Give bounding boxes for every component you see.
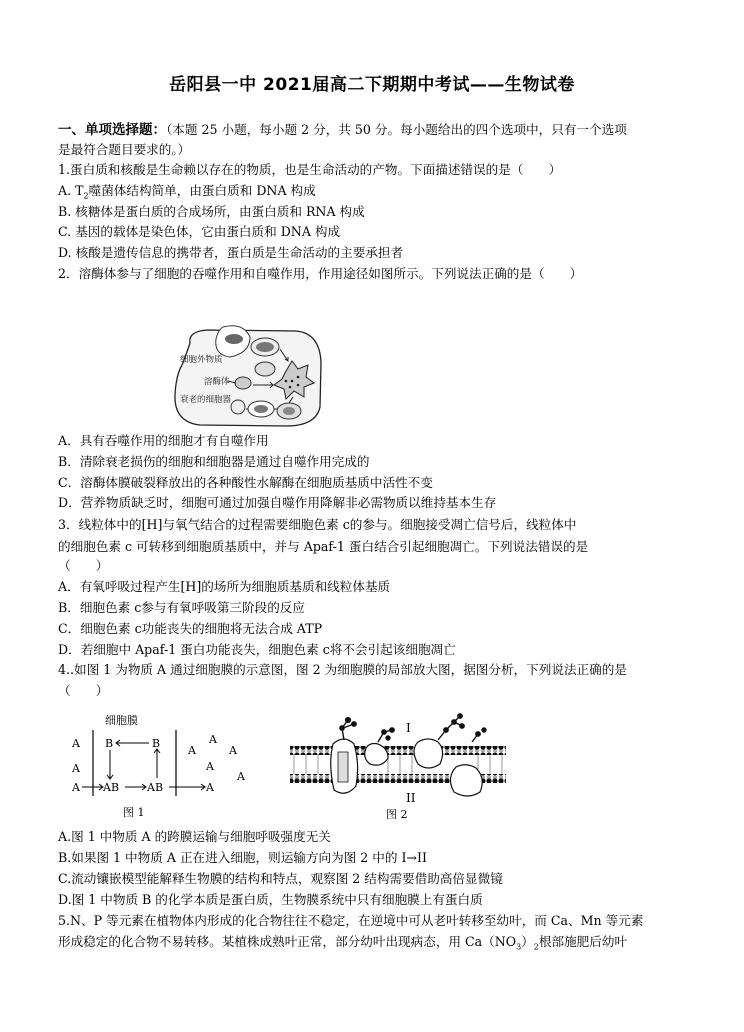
svg-text:A: A (188, 744, 196, 757)
q1-option-c: C. 基因的载体是染色体，它由蛋白质和 DNA 构成 (58, 224, 341, 239)
q3-option-b: B．细胞色素 c参与有氧呼吸第三阶段的反应 (58, 600, 305, 615)
q4-option-b: B.如果图 1 中物质 A 正在进入细胞，则运输方向为图 2 中的 I→II (58, 850, 427, 865)
q3-stem-3: （ ） (58, 558, 109, 573)
svg-text:AB: AB (147, 781, 164, 794)
q4-option-c: C.流动镶嵌模型能解释生物膜的结构和特点，观察图 2 结构需要借助高倍显微镜 (58, 871, 503, 886)
q3-stem-2: 的细胞色素 c 可转移到细胞质基质中，并与 Apaf-1 蛋白结合引起细胞凋亡。下列说法错误的是 (58, 539, 589, 554)
q2-option-a: A．具有吞噬作用的细胞才有自噬作用 (58, 433, 269, 448)
q1-option-b: B. 核糖体是蛋白质的合成场所，由蛋白质和 RNA 构成 (58, 204, 365, 219)
q4-option-a: A.图 1 中物质 A 的跨膜运输与细胞呼吸强度无关 (58, 829, 331, 844)
svg-text:A: A (72, 737, 80, 750)
fig2-side-II: II (406, 791, 416, 805)
q3-option-d: D．若细胞中 Apaf-1 蛋白功能丧失，细胞色素 c将不会引起该细胞凋亡 (58, 642, 456, 657)
svg-text:A: A (237, 770, 245, 783)
q4-stem-2: （ ） (58, 683, 109, 698)
q5-stem-1: 5.N、P 等元素在植物体内形成的化合物往往不稳定，在逆境中可从老叶转移至幼叶，而 Ca、Mn 等元素 (58, 913, 644, 928)
fig1-caption: 图 1 (123, 806, 145, 819)
fig-label-lysosome: 溶酶体 (204, 377, 230, 387)
membrane-transport-figure-1 (65, 710, 270, 822)
fig2-side-I: I (406, 721, 411, 735)
section-instructions: （本题 25 小题，每小题 2 分，共 50 分。每小题给出的四个选项中，只有一个选项 (166, 122, 627, 137)
section-heading: 一、单项选择题： (58, 122, 166, 138)
section-heading-line (58, 120, 698, 140)
svg-text:B: B (105, 737, 114, 750)
svg-text:AB: AB (103, 781, 120, 794)
fig2-caption: 图 2 (386, 808, 408, 821)
svg-text:A: A (72, 781, 80, 794)
section-instructions-cont: 是最符合题目要求的。） (58, 142, 191, 157)
q5-stem-2: 形成稳定的化合物不易转移。某植株成熟叶正常，部分幼叶出现病态，用 $Ca(NO_3)_2$根部施肥后幼叶 (58, 934, 628, 952)
q2-stem: 2．溶酶体参与了细胞的吞噬作用和自噬作用，作用途径如图所示。下列说法正确的是（ ） (58, 266, 583, 281)
q2-option-b: B．清除衰老损伤的细胞和细胞器是通过自噬作用完成的 (58, 454, 370, 469)
q3-option-a: A．有氧呼吸过程产生[H]的场所为细胞质基质和线粒体基质 (58, 579, 391, 594)
svg-text:A: A (229, 744, 237, 757)
q1-stem: 1.蛋白质和核酸是生命赖以存在的物质，也是生命活动的产物。下面描述错误的是（ ） (58, 162, 562, 177)
fig-label-aging-organelle: 衰老的细胞器 (180, 395, 232, 405)
membrane-structure-figure-2 (288, 712, 513, 822)
q3-option-c: C．细胞色素 c功能丧失的细胞将无法合成 ATP (58, 621, 323, 636)
q4-stem-1: 4..如图 1 为物质 A 通过细胞膜的示意图，图 2 为细胞膜的局部放大图，据图分析，下列说法正确的是 (58, 662, 627, 677)
svg-text:B: B (152, 737, 161, 750)
svg-text:A: A (206, 781, 214, 794)
exam-title: 岳阳县一中 2021届高二下期期中考试——生物试卷 (169, 75, 575, 95)
q4-option-d: D.图 1 中物质 B 的化学本质是蛋白质，生物膜系统中只有细胞膜上有蛋白质 (58, 892, 483, 907)
fig-label-extracellular: 细胞外物质 (180, 355, 223, 365)
q2-option-d: D．营养物质缺乏时，细胞可通过加强自噬作用降解非必需物质以维持基本生存 (58, 495, 497, 510)
fig1-title: 细胞膜 (105, 714, 138, 727)
q2-option-c: C．溶酶体膜破裂释放出的各种酸性水解酶在细胞质基质中活性不变 (58, 475, 433, 490)
q1-option-d: D. 核酸是遗传信息的携带者，蛋白质是生命活动的主要承担者 (58, 245, 404, 260)
lysosome-figure (168, 325, 328, 430)
svg-text:A: A (206, 760, 214, 773)
svg-text:A: A (72, 762, 80, 775)
q3-stem-1: 3．线粒体中的[H]与氧气结合的过程需要细胞色素 c的参与。细胞接受凋亡信号后，线粒体中 (58, 517, 577, 532)
svg-text:A: A (209, 733, 217, 746)
q1-option-a: A. $T_2$噬菌体结构简单，由蛋白质和 DNA 构成 (58, 183, 316, 201)
